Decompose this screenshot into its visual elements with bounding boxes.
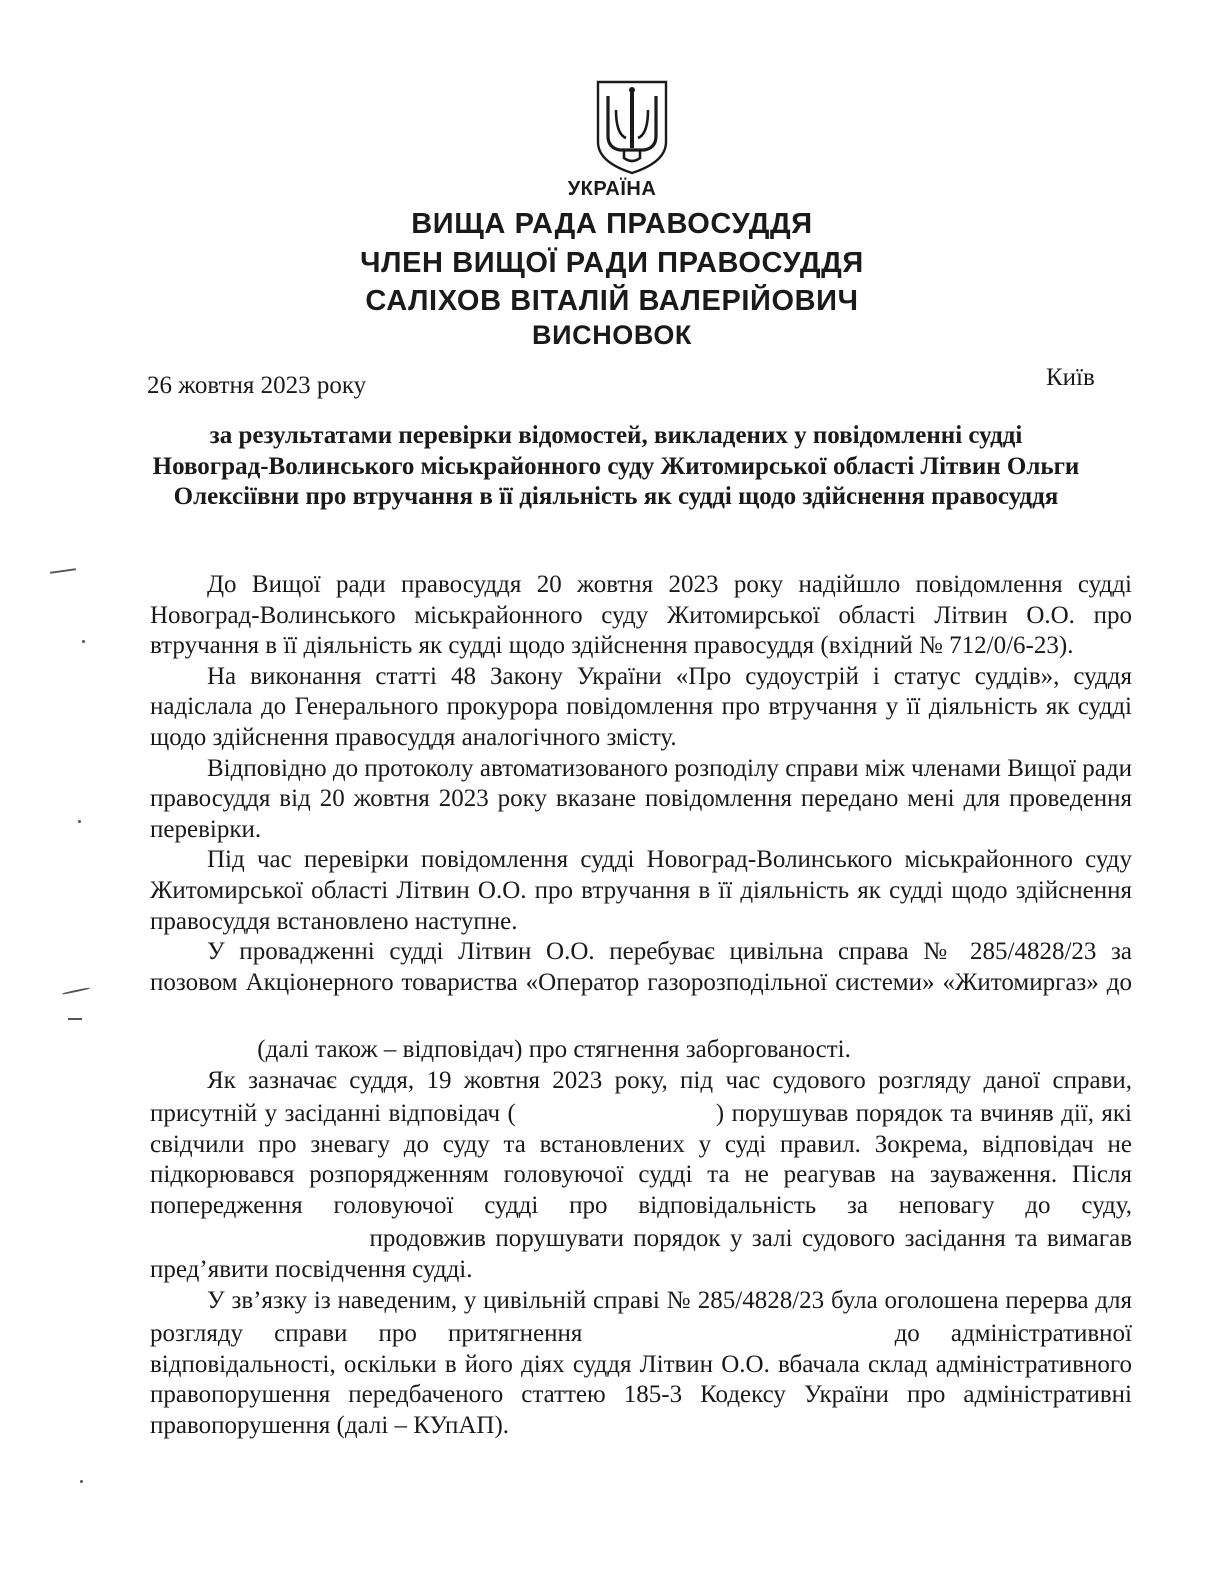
document-subject: за результатами перевірки відомостей, викладених у повідомленні судді Новоград-Волинського міськрайонного суду Житомирської області Літвин Ольги Олексіївни про втручання в її діяльність як судді щодо здійснення правосуддя (152, 422, 1080, 510)
document-city: Київ (1046, 364, 1095, 391)
document-date: 26 жовтня 2023 року (147, 372, 367, 399)
paragraph (150, 1286, 1132, 1442)
document-body (150, 570, 1132, 1442)
paragraph-text: ) порушував порядок та вчиняв дії, які свідчили про зневагу до суду та встановлених у суді правил. Зокрема, відповідач не підкорювався розпорядженням головуючої судді та не реагував на зауваження. Після попередження головуючої судді про відповідальність за неповагу до суду, (150, 1100, 1132, 1219)
scan-mark (78, 820, 81, 823)
paragraph: На виконання статті 48 Закону України «Про судоустрій і статус суддів», суддя надіслала до Генерального прокурора повідомлення про втручання у її діяльність як судді щодо здійснення правосуддя аналогічного змісту. (150, 662, 1132, 751)
document-type: ВИСНОВОК (531, 320, 692, 350)
scan-mark (50, 568, 76, 574)
paragraph-text: продовжив порушувати порядок у залі судового засідання та вимагав пред’явити посвідчення судді. (150, 1225, 1132, 1284)
paragraph-text: (далі також – відповідач) про стягнення заборгованості. (257, 1035, 851, 1063)
redacted-name (516, 1096, 716, 1121)
paragraph: Під час перевірки повідомлення судді Новоград-Волинського міськрайонного суду Житомирської області Літвин О.О. про втручання в її діяльність як судді щодо здійснення правосуддя встановлено наступне. (150, 846, 1132, 935)
country-name: УКРАЇНА (567, 178, 657, 200)
institution-name: ВИЩА РАДА ПРАВОСУДДЯ (411, 208, 813, 240)
redacted-name (93, 1032, 251, 1057)
paragraph: До Вищої ради правосуддя 20 жовтня 2023 року надійшло повідомлення судді Новоград-Волинського міськрайонного суду Житомирської області Літвин О.О. про втручання в її діяльність як судді щодо здійснення правосуддя (вхідний № 712/0/6-23). (150, 571, 1132, 660)
paragraph: Відповідно до протоколу автоматизованого розподілу справи між членами Вищої ради правосуддя від 20 жовтня 2023 року вказане повідомлення передано мені для проведення перевірки. (150, 754, 1132, 843)
paragraph-text: до адміністративної відповідальності, оскільки в його діях суддя Літвин О.О. вбачала склад адміністративного правопорушення передбаченого статтею 185-3 Кодексу України про адміністративні правопорушення (далі – КУпАП). (150, 1320, 1133, 1440)
paragraph (150, 937, 1132, 1065)
paragraph (150, 1066, 1132, 1286)
redacted-name (150, 998, 480, 1023)
paragraph-text: У зв’язку із наведеним, у цивільній справі № 285/4828/23 була оголошена перерва для розгляду справи про притягнення (150, 1286, 1132, 1348)
member-title: ЧЛЕН ВИЩОЇ РАДИ ПРАВОСУДДЯ (360, 247, 864, 279)
paragraph-text: У провадженні судді Літвин О.О. перебуває цивільна справа № 285/4828/23 за позовом Акціонерного товариства «Оператор газорозподільної системи» «Житомиргаз» до (150, 938, 1132, 996)
scan-mark (62, 987, 90, 995)
trident-emblem-icon (594, 78, 670, 176)
paragraph-text: Як зазначає суддя, 19 жовтня 2023 року, під час судового розгляду даної справи, присутній у засіданні відповідач ( (150, 1066, 1132, 1128)
scan-mark (82, 640, 85, 643)
redacted-name (613, 1316, 863, 1341)
member-name: САЛІХОВ ВІТАЛІЙ ВАЛЕРІЙОВИЧ (365, 285, 859, 317)
scan-mark (80, 1480, 83, 1483)
redacted-name (150, 1221, 360, 1246)
scan-mark (68, 1018, 82, 1020)
